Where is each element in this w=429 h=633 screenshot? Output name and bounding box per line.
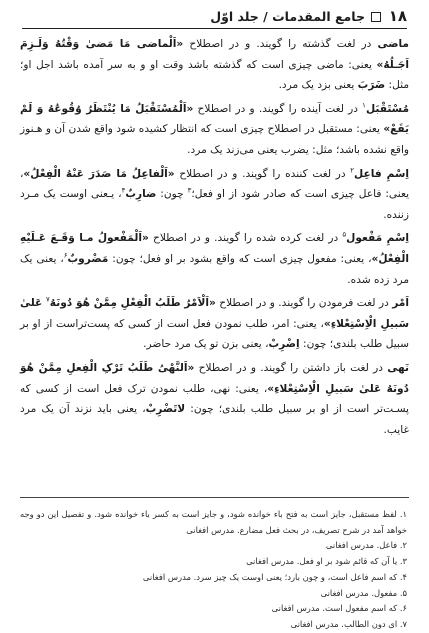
paragraph — [20, 358, 409, 440]
paragraph-text: ، یعنی: فاعل چیزی است که صادر شود از او فعل؛ — [20, 167, 410, 201]
term-text: نَهی — [387, 361, 409, 374]
term-text: اِسْمِ فاعِل — [354, 167, 409, 180]
book-title: جامع المقدمات / جلد اوّل — [210, 9, 365, 24]
paragraph-text: در لغت باز داشتن را گویند. و در اصطلاح — [194, 361, 388, 374]
term-text: «اَلْاَمْرُ طَلَبُ الْفِعْلِ مِمَّنْ هُوَ دُونَهُ — [49, 297, 216, 310]
term-text: «اَلْماضی مَا مَضیٰ وَقْتُهُ وَلَـزِمَ اَجَـلُهُ» — [20, 38, 409, 71]
paragraph-text: ، یعنی: امر، طلب نمودن فعل است از کسی که پست‌تراست از او بر سبیل طلب بلندی؛ چون: — [20, 317, 409, 351]
footnote-marker: ۲ — [350, 166, 355, 175]
main-text — [20, 34, 409, 443]
term-text: اِضْرِبْ — [268, 338, 300, 351]
page-header — [22, 6, 407, 29]
term-text: «اَلْمَفْعولُ مـا وَقَـعَ عَـلَیْهِ الْفِعْلُ» — [20, 232, 410, 265]
term-text: عَلیٰ سَبیلِ الْاِسْتِعْلاءِ» — [20, 297, 409, 330]
footnote-marker: ۷ — [46, 295, 50, 304]
term-text: ضَرَبَ — [357, 79, 386, 92]
term-text: «اَلنَّهْیُ طَلَبُ تَرْکِ الْفِعلِ مِمَّنْ هُوَ دُونَهُ عَلیٰ سَبیلِ الْاِسْتِعْلاءِ» — [20, 361, 409, 395]
term-text: لاتَضْرِبْ — [145, 403, 186, 416]
footnote: ۱. لفظ مستقبل، جایز است به فتح باء خوانده شود، و جایز است به کسر باء خوانده شود. و تفصیل این دو وجه خواهد آمد در شرح تصریف، در بحث فعل مضارع. مدرس افغانی — [20, 509, 407, 535]
footnote-marker: ۳ — [187, 186, 192, 195]
paragraph-text: ، یعنی یک مرد زده شده. — [20, 252, 409, 286]
paragraph-text: در لغت فرمودن را گویند. و در اصطلاح — [215, 297, 393, 310]
paragraph — [20, 99, 409, 161]
footnote-marker: ۶ — [63, 251, 68, 260]
footnote: ۵. مفعول. مدرس افغانی — [320, 587, 407, 598]
paragraph — [20, 164, 409, 226]
footnote: ۳. یا آن که قائم شود بر او فعل. مدرس افغانی — [246, 556, 407, 567]
paragraph-text: ، یعنی بزن تو یک مرد حاضر. — [143, 338, 269, 351]
paragraph-text: ، یـعنی اوست یک مـرد زننده. — [20, 188, 409, 221]
paragraph-text: در لغت گذشته را گویند. و در اصطلاح — [183, 38, 378, 50]
term-text: مُسْتَقْبَل — [365, 102, 410, 115]
paragraph — [20, 293, 409, 355]
footnote-marker: ۴ — [121, 186, 126, 195]
square-icon — [371, 12, 381, 22]
paragraph-text: در لغت کرده شده را گویند. و در اصطلاح — [148, 232, 343, 245]
paragraph-text: یعنی بزد یک مرد. — [278, 79, 358, 92]
paragraph-text: در لغت کننده را گویند. و در اصطلاح — [174, 167, 351, 180]
paragraph-text: ، یعنی: نهی، طلب نمودن ترک فعل است از کسی که پسـت‌تر است از او بر سبیل طلب بلندی؛ چون: — [20, 382, 409, 416]
paragraph-text: ، یعنی باید نزند آن یک مرد غایب. — [20, 403, 409, 436]
footnote-divider — [20, 497, 409, 498]
footnote: ۴. که اسم فاعل است، و چون بارد؛ یعنی اوست یک چیز سرد. مدرس افغانی — [142, 571, 407, 582]
footnotes — [20, 507, 407, 633]
paragraph-text: یعنی: مستقبل در اصطلاح چیزی است که انتظار کشیده شود واقع شدن آن و هـنوز واقع نشده باشد؛ مثل: یضرب یعنی می‌زند یک مرد. — [20, 123, 409, 156]
footnote: ۶. که اسم مفعول است. مدرس افغانی — [271, 603, 407, 614]
footnote: ۲. فاعل. مدرس افغانی — [325, 540, 407, 551]
footnote-marker: ۵ — [342, 230, 347, 239]
paragraph — [20, 34, 409, 96]
paragraph-text: چون: — [156, 188, 188, 201]
term-text: اِسْمِ مَفْعول — [346, 232, 409, 245]
term-text: اَمْر — [392, 297, 409, 310]
footnote: ۷. ای دون الطالب. مدرس افغانی — [290, 618, 407, 629]
term-text: ضارِبٌ — [125, 188, 157, 201]
paragraph-text: یعنی: ماضی چیزی است که گذشته باشد وقت او و به سر آمده باشد اجل او؛ مثل: — [20, 58, 409, 92]
page-number: ۱۸ — [388, 7, 407, 25]
paragraph-text: در لغت آینده را گویند. و در اصطلاح — [193, 102, 363, 115]
term-text: ماضی — [377, 38, 409, 50]
paragraph — [20, 228, 409, 290]
term-text: مَضْروبٌ — [67, 252, 109, 265]
term-text: «اَلْفاعِلُ مَا صَدَرَ عَنْهُ الْفِعْلُ» — [23, 167, 175, 180]
term-text: «اَلْمُسْتَقْبَلُ مَا یُنْتَظَرُ وُقُوعُهُ وَ لَمْ یَقَعْ» — [20, 102, 409, 136]
paragraph-text: ، یعنی: مفعول چیزی است که واقع بشود بر او فعل؛ چون: — [108, 252, 372, 265]
footnote-marker: ۱ — [362, 101, 366, 110]
